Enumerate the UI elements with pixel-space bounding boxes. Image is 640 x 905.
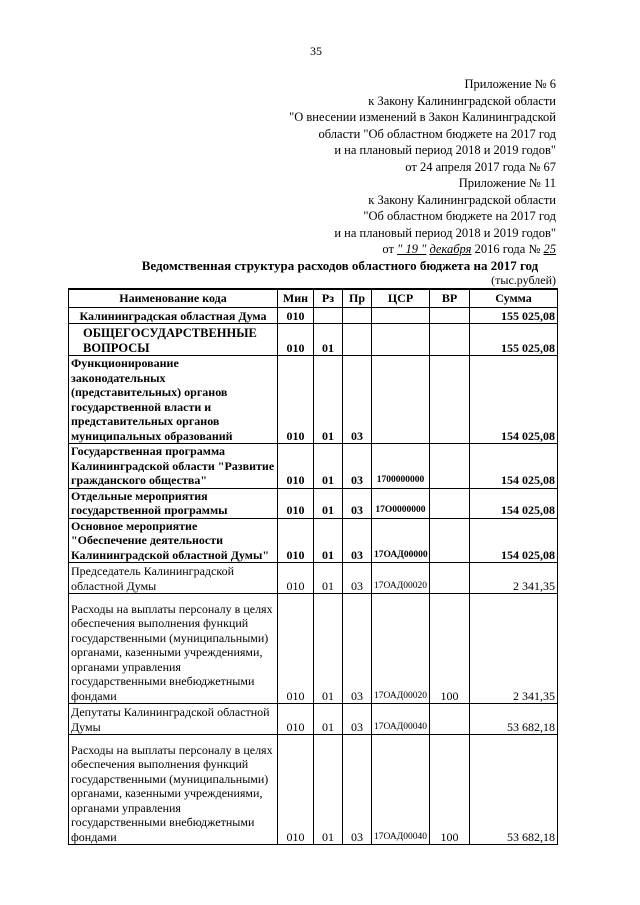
row-min: 010 [278, 444, 314, 489]
annex-6-header [289, 76, 556, 175]
row-name: Расходы на выплаты персоналу в целях обеспечения выполнения функций государственными (муниципальными) органами, казенными учреждениями, органами управления государственными внебюджетными фондами [69, 735, 278, 845]
row-sum: 2 341,35 [470, 594, 558, 704]
units-label: (тыс.рублей) [491, 273, 556, 287]
table-row [69, 444, 558, 489]
row-pr: 03 [343, 356, 372, 444]
row-name: Расходы на выплаты персоналу в целях обеспечения выполнения функций государственными (муниципальными) органами, казенными учреждениями, органами управления государственными внебюджетными фондами [69, 594, 278, 704]
annex-line: "О внесении изменений в Закон Калининградской [289, 110, 556, 124]
row-csr [372, 324, 430, 356]
row-sum: 53 682,18 [470, 704, 558, 735]
col-header-name: Наименование кода [69, 289, 278, 308]
row-sum: 154 025,08 [470, 518, 558, 563]
row-name: Функционирование законодательных (представительных) органов государственной власти и представительных органов муниципальных образований [69, 356, 278, 444]
row-name: Калининградская областная Дума [69, 308, 278, 324]
row-sum: 2 341,35 [470, 563, 558, 594]
row-vr [430, 518, 470, 563]
row-pr: 03 [343, 704, 372, 735]
row-vr [430, 444, 470, 489]
table-row [69, 563, 558, 594]
row-csr: 17ОАД00000 [372, 518, 430, 563]
row-vr [430, 324, 470, 356]
row-sum: 155 025,08 [470, 308, 558, 324]
row-rz: 01 [314, 324, 343, 356]
table-row [69, 324, 558, 356]
table-header-row [69, 289, 558, 308]
row-vr [430, 704, 470, 735]
row-pr: 03 [343, 594, 372, 704]
row-pr [343, 308, 372, 324]
annex-line: к Закону Калининградской области [368, 93, 556, 108]
annex-line: области "Об областном бюджете на 2017 год [318, 126, 556, 141]
row-vr [430, 488, 470, 518]
row-min: 010 [278, 594, 314, 704]
row-sum: 154 025,08 [470, 356, 558, 444]
table-row [69, 518, 558, 563]
row-min: 010 [278, 324, 314, 356]
row-sum: 155 025,08 [470, 324, 558, 356]
table-row [69, 735, 558, 845]
row-name: Председатель Калининградской областной Думы [69, 563, 278, 594]
row-rz: 01 [314, 735, 343, 845]
row-vr: 100 [430, 735, 470, 845]
annex-date-line [334, 241, 556, 258]
date-prefix: от [382, 242, 394, 256]
row-csr: 17ОАД00020 [372, 594, 430, 704]
date-year: 2016 года № [474, 242, 541, 256]
row-csr: 17ОАД00040 [372, 735, 430, 845]
row-rz: 01 [314, 594, 343, 704]
col-header-sum: Сумма [470, 289, 558, 308]
row-name: Государственная программа Калининградской области "Развитие гражданского общества" [69, 444, 278, 489]
row-vr [430, 308, 470, 324]
page-number: 35 [310, 44, 322, 58]
table-row [69, 488, 558, 518]
table-row [69, 594, 558, 704]
row-sum: 53 682,18 [470, 735, 558, 845]
annex-line: Приложение № 11 [458, 176, 556, 190]
row-min: 010 [278, 735, 314, 845]
row-pr [343, 324, 372, 356]
row-name: Отдельные мероприятия государственной программы [69, 488, 278, 518]
date-month: декабря [429, 242, 472, 256]
annex-line: к Закону Калининградской области [368, 192, 556, 207]
row-vr [430, 563, 470, 594]
row-pr: 03 [343, 735, 372, 845]
row-pr: 03 [343, 444, 372, 489]
table-row [69, 308, 558, 324]
row-min: 010 [278, 488, 314, 518]
row-vr: 100 [430, 594, 470, 704]
row-name: Основное мероприятие "Обеспечение деятельности Калининградской областной Думы" [69, 518, 278, 563]
col-header-csr: ЦСР [372, 289, 430, 308]
row-rz: 01 [314, 563, 343, 594]
annex-line: от 24 апреля 2017 года № 67 [405, 159, 556, 174]
budget-table [68, 288, 558, 845]
col-header-rz: Рз [314, 289, 343, 308]
annex-line: Приложение № 6 [464, 77, 556, 91]
row-min: 010 [278, 563, 314, 594]
row-pr: 03 [343, 563, 372, 594]
row-csr: 17О0000000 [372, 488, 430, 518]
row-name: ОБЩЕГОСУДАРСТВЕННЫЕ ВОПРОСЫ [69, 324, 278, 356]
row-min: 010 [278, 704, 314, 735]
row-min: 010 [278, 308, 314, 324]
row-rz: 01 [314, 518, 343, 563]
row-csr [372, 356, 430, 444]
row-csr: 17ОАД00040 [372, 704, 430, 735]
annex-line: и на плановый период 2018 и 2019 годов" [334, 143, 556, 157]
document-title: Ведомственная структура расходов областного бюджета на 2017 год [141, 258, 539, 273]
row-vr [430, 356, 470, 444]
row-pr: 03 [343, 488, 372, 518]
col-header-vr: ВР [430, 289, 470, 308]
row-rz: 01 [314, 704, 343, 735]
table-row [69, 704, 558, 735]
row-csr: 1700000000 [372, 444, 430, 489]
date-number: 25 [543, 242, 556, 256]
row-pr: 03 [343, 518, 372, 563]
row-sum: 154 025,08 [470, 444, 558, 489]
row-csr: 17ОАД00020 [372, 563, 430, 594]
col-header-min: Мин [278, 289, 314, 308]
row-csr [372, 308, 430, 324]
row-rz: 01 [314, 444, 343, 489]
row-min: 010 [278, 518, 314, 563]
row-min: 010 [278, 356, 314, 444]
table-row [69, 356, 558, 444]
row-rz: 01 [314, 356, 343, 444]
row-rz [314, 308, 343, 324]
annex-line: "Об областном бюджете на 2017 год [363, 209, 556, 223]
annex-line: и на плановый период 2018 и 2019 годов" [334, 225, 556, 240]
date-day: " 19 " [397, 242, 427, 256]
col-header-pr: Пр [343, 289, 372, 308]
annex-11-header [334, 175, 556, 258]
row-name: Депутаты Калининградской областной Думы [69, 704, 278, 735]
row-rz: 01 [314, 488, 343, 518]
row-sum: 154 025,08 [470, 488, 558, 518]
